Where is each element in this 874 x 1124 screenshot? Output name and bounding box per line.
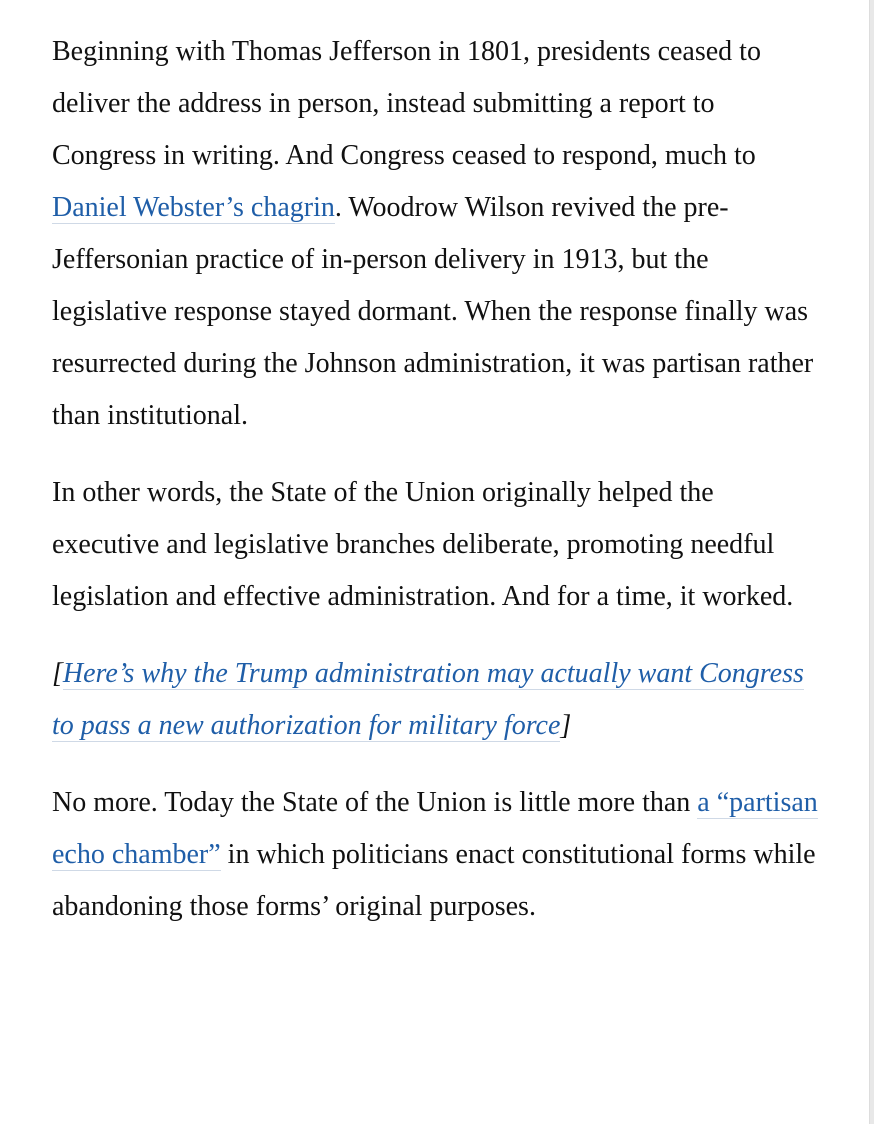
promo-close-bracket: ] bbox=[560, 710, 572, 741]
paragraph-no-more bbox=[52, 777, 822, 933]
link-partisan-echo-chamber[interactable]: a “partisan echo chamber” bbox=[52, 787, 818, 870]
link-related-article[interactable]: Here’s why the Trump administration may actually want Congress to pass a new authorization for military force bbox=[52, 658, 804, 741]
promo-open-bracket: [ bbox=[52, 658, 63, 689]
link-daniel-webster[interactable]: Daniel Webster’s chagrin bbox=[52, 192, 335, 223]
article-body bbox=[52, 26, 822, 958]
paragraph-text: . Woodrow Wilson revived the pre-Jeffersonian practice of in-person delivery in 1913, but the legislative response stayed dormant. When the response finally was resurrected during the Johnson administration, it was partisan rather than institutional. bbox=[52, 192, 814, 431]
scrollbar-track[interactable] bbox=[869, 0, 874, 1124]
paragraph-text: in which politicians enact constitutional forms while abandoning those forms’ original purposes. bbox=[52, 839, 816, 922]
paragraph-in-other-words bbox=[52, 467, 822, 623]
paragraph-text: In other words, the State of the Union originally helped the executive and legislative branches deliberate, promoting needful legislation and effective administration. And for a time, it worked. bbox=[52, 477, 794, 612]
related-article-promo bbox=[52, 648, 822, 752]
paragraph-text: Beginning with Thomas Jefferson in 1801, presidents ceased to deliver the address in person, instead submitting a report to Congress in writing. And Congress ceased to respond, much to bbox=[52, 36, 761, 171]
paragraph-text: No more. Today the State of the Union is little more than bbox=[52, 787, 698, 818]
paragraph-jefferson bbox=[52, 26, 822, 442]
